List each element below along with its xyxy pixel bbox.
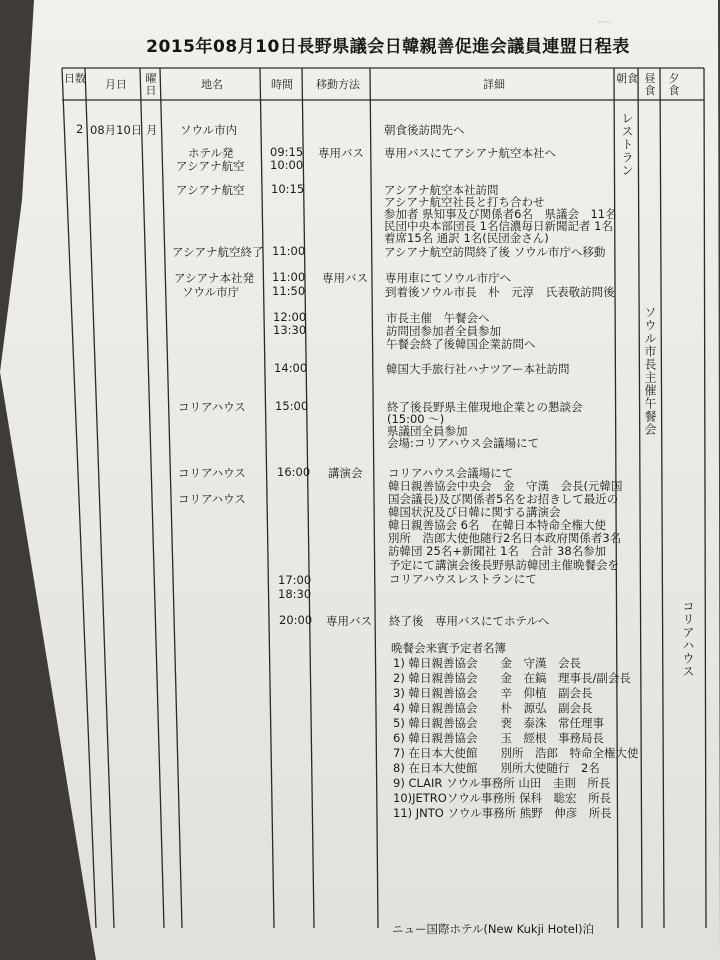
place-item: アシアナ航空 bbox=[176, 183, 245, 197]
place-item: アシアナ航空 bbox=[176, 159, 245, 173]
detail-line: 国会議長)及び関係者5名をお招きして最近の bbox=[388, 492, 619, 506]
guest-item: 10)JETROソウル事務所 保科 聡宏 所長 bbox=[393, 791, 612, 805]
header-place: 地名 bbox=[201, 78, 223, 91]
detail-line: 会場:コリアハウス会議場にて bbox=[387, 436, 540, 450]
header-time: 時間 bbox=[271, 78, 293, 91]
detail-line: (15:00 ～) bbox=[387, 412, 445, 426]
detail-line: コリアハウス会議場にて bbox=[388, 466, 514, 480]
detail-line: 朝食後訪問先へ bbox=[384, 123, 465, 137]
header-details: 詳細 bbox=[483, 78, 505, 91]
header-transport: 移動方法 bbox=[316, 78, 360, 91]
detail-line: 韓日親善協会中央会 金 守漢 会長(元韓国 bbox=[388, 479, 623, 493]
place-item: アシアナ本社発 bbox=[174, 271, 255, 285]
time-item: 16:00 bbox=[277, 465, 311, 479]
detail-line: 訪問団参加者全員参加 bbox=[386, 324, 501, 338]
guest-item: 11) JNTO ソウル事務所 熊野 伸彦 所長 bbox=[393, 806, 612, 820]
header-day-no: 日数 bbox=[64, 72, 86, 85]
detail-line: 別所 浩郎大使他随行2名日本政府関係者3名 bbox=[388, 531, 622, 545]
time-item: 14:00 bbox=[274, 361, 308, 375]
time-item: 10:00 bbox=[270, 158, 304, 172]
guest-item: 2) 韓日親善協会 金 在鎬 理事長/副会長 bbox=[393, 671, 631, 685]
detail-line: 午餐会終了後韓国企業訪問へ bbox=[386, 337, 536, 351]
detail-line: 着席15名 通訳 1名(民団金さん) bbox=[384, 231, 549, 245]
detail-line: 県議団全員参加 bbox=[387, 424, 468, 438]
detail-line: 民団中央本部団長 1名信濃毎日新聞記者 1名 bbox=[384, 219, 613, 233]
time-item: 11:50 bbox=[272, 284, 306, 298]
time-item: 10:15 bbox=[271, 182, 305, 196]
guest-list-title: 晩餐会来賓予定者名簿 bbox=[391, 641, 506, 655]
place-item: ホテル発 bbox=[188, 146, 234, 160]
time-item: 11:00 bbox=[272, 244, 306, 258]
header-lunch: 昼食 bbox=[644, 72, 656, 98]
place-item: アシアナ航空終了 bbox=[172, 245, 264, 259]
detail-line: アシアナ航空社長と打ち合わせ bbox=[384, 195, 545, 209]
guest-item: 1) 韓日親善協会 金 守漢 会長 bbox=[393, 656, 581, 670]
detail-line: 市長主催 午餐会へ bbox=[386, 311, 490, 325]
time-item: 09:15 bbox=[270, 145, 304, 159]
detail-line: 終了後長野県主催現地企業との懇談会 bbox=[387, 400, 583, 414]
header-breakfast: 朝食 bbox=[616, 72, 638, 85]
detail-line: コリアハウスレストランにて bbox=[389, 572, 537, 586]
detail-line: 専用車にてソウル市庁へ bbox=[385, 271, 512, 285]
detail-line: 予定にて講演会後長野県訪韓団主催晩餐会を bbox=[389, 558, 619, 572]
time-item: 11:00 bbox=[272, 270, 306, 284]
transport-item: 専用バス bbox=[326, 614, 372, 628]
place-item: ソウル市内 bbox=[180, 123, 238, 137]
day-date: 08月10日 bbox=[90, 123, 143, 137]
day-weekday: 月 bbox=[146, 123, 158, 137]
time-item: 15:00 bbox=[275, 399, 309, 413]
detail-line: 韓国大手旅行社ハナツアー本社訪問 bbox=[386, 362, 570, 376]
hotel-note: ニュー国際ホテル(New Kukji Hotel)泊 bbox=[392, 922, 595, 936]
detail-line: 終了後 専用バスにてホテルへ bbox=[389, 614, 550, 628]
transport-item: 講演会 bbox=[328, 466, 363, 480]
guest-item: 9) CLAIR ソウル事務所 山田 圭則 所長 bbox=[393, 776, 611, 790]
time-item: 18:30 bbox=[278, 587, 312, 601]
detail-line: 参加者 県知事及び関係者6名 県議会 11名 bbox=[384, 207, 617, 221]
meal-lunch: ソウル市長主催午餐会 bbox=[643, 306, 657, 436]
time-item: 12:00 bbox=[273, 310, 307, 324]
detail-line: 訪韓団 25名+新聞社 1名 合計 38名参加 bbox=[388, 544, 607, 558]
place-item: ソウル市庁 bbox=[182, 285, 240, 299]
detail-line: 韓国状況及び日韓に関する講演会 bbox=[388, 505, 561, 519]
place-item: コリアハウス bbox=[178, 466, 246, 480]
detail-line: アシアナ航空訪問終了後 ソウル市庁へ移動 bbox=[384, 245, 606, 259]
header-date: 月日 bbox=[105, 78, 127, 91]
time-item: 17:00 bbox=[278, 573, 312, 587]
time-item: 13:30 bbox=[273, 323, 307, 337]
detail-line: 到着後ソウル市長 朴 元淳 氏表敬訪問後 bbox=[385, 285, 615, 299]
guest-item: 5) 韓日親善協会 裵 泰洙 常任理事 bbox=[393, 716, 604, 730]
guest-item: 8) 在日本大使館 別所大使随行 2名 bbox=[393, 761, 600, 775]
guest-item: 4) 韓日親善協会 朴 源弘 副会長 bbox=[393, 701, 593, 715]
transport-item: 専用バス bbox=[318, 146, 364, 160]
place-item: コリアハウス bbox=[178, 492, 246, 506]
transport-item: 専用バス bbox=[322, 271, 368, 285]
guest-item: 3) 韓日親善協会 辛 仰植 副会長 bbox=[393, 686, 593, 700]
meal-breakfast: レストラン bbox=[620, 112, 634, 177]
detail-line: アシアナ航空本社訪問 bbox=[384, 183, 499, 197]
detail-line: 韓日親善協会 6名 在韓日本特命全権大使 bbox=[388, 518, 606, 532]
header-weekday: 曜日 bbox=[145, 72, 157, 98]
guest-item: 6) 韓日親善協会 玉 經根 事務局長 bbox=[393, 731, 604, 745]
page-stamp: ····· bbox=[598, 18, 611, 27]
detail-line: 専用バスにてアシアナ航空本社へ bbox=[384, 146, 557, 160]
header-dinner: 夕食 bbox=[668, 72, 680, 98]
time-item: 20:00 bbox=[279, 613, 313, 627]
guest-item: 7) 在日本大使館 別所 浩郎 特命全権大使 bbox=[393, 746, 639, 760]
place-item: コリアハウス bbox=[178, 400, 246, 414]
meal-dinner: コリアハウス bbox=[681, 600, 695, 678]
day-number: 2 bbox=[76, 122, 84, 136]
page-title: 2015年08月10日長野県議会日韓親善促進会議員連盟日程表 bbox=[146, 37, 630, 57]
